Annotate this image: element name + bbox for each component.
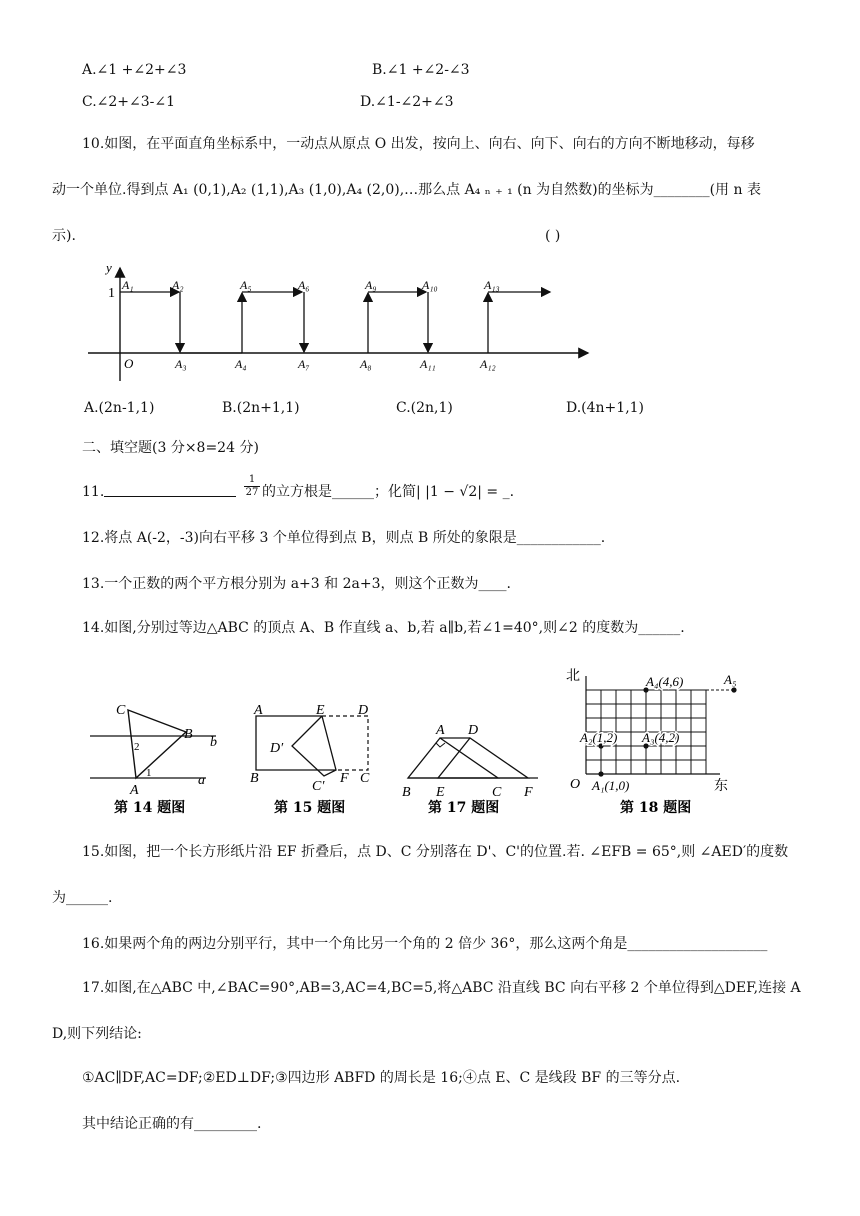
fig14-label-line-b: b	[210, 735, 217, 750]
q17-line3: ①AC∥DF,AC=DF;②ED⊥DF;③四边形 ABFD 的周长是 16;④点 E、C 是线段 BF 的三等分点.	[82, 1070, 681, 1086]
q10-answer-paren: ( )	[545, 228, 561, 244]
fig17-label-e: E	[436, 785, 445, 800]
fig14-angle-2: 2	[134, 741, 140, 753]
fig17-label-f: F	[524, 785, 533, 800]
label-a13: A₁₃	[484, 278, 500, 292]
q15-line2: 为______.	[52, 890, 113, 906]
q10-line1: 10.如图，在平面直角坐标系中，一动点从原点 O 出发，按向上、向右、向下、向右的方向不断地移动，每移	[82, 136, 755, 152]
label-a1: A₁	[122, 278, 134, 292]
q9-option-d: D.∠1-∠2+∠3	[360, 94, 454, 110]
label-a10: A₁₀	[422, 278, 438, 292]
fig14-label-a: A	[130, 783, 139, 798]
label-a12: A₁₂	[480, 357, 496, 371]
fig15-label-d: D	[358, 703, 369, 718]
origin-label: O	[124, 356, 134, 371]
q10-option-a: A.(2n-1,1)	[84, 400, 155, 416]
q17-line2: D,则下列结论:	[52, 1026, 142, 1042]
fig18-label-a3: A₃(4,2)	[642, 730, 680, 745]
fig15-label-d-prime: D′	[270, 741, 284, 756]
fig17-label-a: A	[436, 723, 445, 738]
fig17-label-d: D	[468, 723, 479, 738]
fig18-label-a5: A₅	[724, 672, 737, 687]
q12-text: 12.将点 A(-2，-3)向右平移 3 个单位得到点 B，则点 B 所处的象限是____________.	[82, 530, 606, 546]
fig14-label-b: B	[184, 727, 193, 742]
label-a2: A₂	[172, 278, 184, 292]
q10-option-d: D.(4n+1,1)	[566, 400, 645, 416]
label-a3: A₃	[175, 357, 187, 371]
q10-coordinate-figure	[80, 256, 600, 386]
fig18-origin-label: O	[570, 777, 581, 792]
fig18-label-a4: A₄(4,6)	[646, 674, 684, 689]
y-label: y	[106, 260, 112, 275]
fig18-caption: 第 18 题图	[620, 800, 692, 816]
q11-fraction-numerator: 1	[248, 474, 256, 485]
figure-18	[560, 662, 760, 818]
fig15-label-a: A	[254, 703, 263, 718]
q11-blank-1	[104, 496, 236, 497]
fig17-caption: 第 17 题图	[428, 800, 500, 816]
q11-prefix: 11.	[82, 484, 105, 500]
fig18-label-a1: A₁(1,0)	[592, 778, 630, 793]
fig15-label-e: E	[316, 703, 325, 718]
fig15-label-b: B	[250, 771, 259, 786]
q10-line2: 动一个单位.得到点 A₁ (0,1),A₂ (1,1),A₃ (1,0),A₄ (2,0),…那么点 A₄ ₙ ₊ ₁ (n 为自然数)的坐标为________(用 n 表	[52, 182, 761, 198]
q9-option-c: C.∠2+∠3-∠1	[82, 94, 176, 110]
q9-option-a: A.∠1 +∠2+∠3	[82, 62, 187, 78]
label-a5: A₅	[240, 278, 252, 292]
fig17-label-c: C	[492, 785, 502, 800]
fig15-caption: 第 15 题图	[274, 800, 346, 816]
fig17-label-b: B	[402, 785, 411, 800]
figure-17	[398, 716, 548, 818]
q10-option-b: B.(2n+1,1)	[222, 400, 300, 416]
fig18-east-label: 东	[714, 779, 728, 794]
fig14-caption: 第 14 题图	[114, 800, 186, 816]
fig15-label-f: F	[340, 771, 349, 786]
fig15-label-c: C	[360, 771, 370, 786]
q11-fraction	[244, 474, 260, 499]
figure-14	[86, 700, 226, 818]
label-a8: A₈	[360, 357, 372, 371]
q13-text: 13.一个正数的两个平方根分别为 a+3 和 2a+3，则这个正数为____.	[82, 576, 511, 592]
label-a9: A₉	[365, 278, 377, 292]
fig18-label-a2: A₂(1,2)	[580, 730, 618, 745]
q16-text: 16.如果两个角的两边分别平行，其中一个角比另一个角的 2 倍少 36°，那么这两个角是____________________	[82, 936, 768, 952]
q15-line1: 15.如图，把一个长方形纸片沿 EF 折叠后，点 D、C 分别落在 D'、C'的位置.若. ∠EFB = 65°,则 ∠AED′的度数	[82, 844, 789, 860]
q10-option-c: C.(2n,1)	[396, 400, 453, 416]
fig14-label-c: C	[116, 703, 126, 718]
q17-line1: 17.如图,在△ABC 中,∠BAC=90°,AB=3,AC=4,BC=5,将△ABC 沿直线 BC 向右平移 2 个单位得到△DEF,连接 A	[82, 980, 801, 996]
q9-option-b: B.∠1 +∠2-∠3	[372, 62, 470, 78]
label-a4: A₄	[235, 357, 247, 371]
q10-line3: 示).	[52, 228, 76, 244]
fig14-angle-1: 1	[146, 767, 152, 779]
label-a7: A₇	[298, 357, 310, 371]
fig14-label-line-a: a	[198, 773, 205, 788]
q11-fraction-denominator: 27	[245, 487, 259, 498]
label-a6: A₆	[298, 278, 310, 292]
q17-line4: 其中结论正确的有_________.	[82, 1116, 262, 1132]
label-a11: A₁₁	[420, 357, 436, 371]
figure-15	[246, 700, 382, 818]
q14-text: 14.如图,分别过等边△ABC 的顶点 A、B 作直线 a、b,若 a∥b,若∠1=40°,则∠2 的度数为______.	[82, 620, 685, 636]
fig18-north-label: 北	[566, 669, 580, 684]
tick-1-label: 1	[108, 286, 115, 301]
section-2-heading: 二、填空题(3 分×8=24 分)	[82, 440, 259, 456]
fig15-label-c-prime: C′	[312, 779, 325, 794]
q11-text: 的立方根是______；化简| |1 − √2| = _.	[262, 484, 515, 500]
